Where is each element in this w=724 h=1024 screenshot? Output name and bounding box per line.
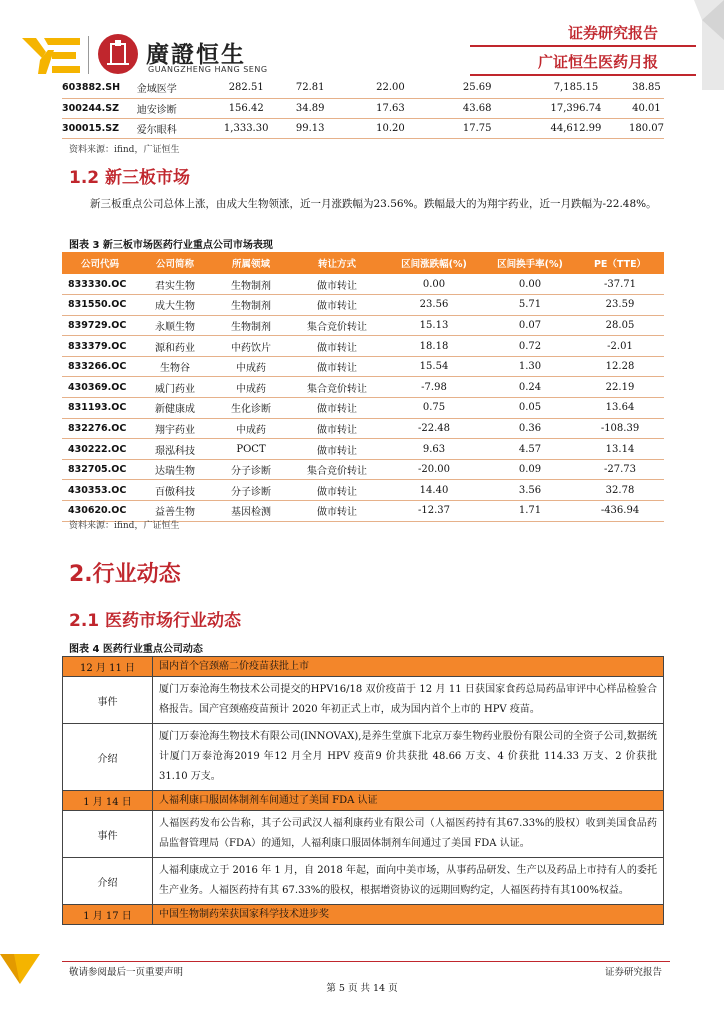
- page-number: 第 5 页 共 14 页: [326, 983, 398, 994]
- table-row: 833330.OC 君实生物 生物制剂 做市转让 0.00 0.00 -37.71: [62, 274, 664, 295]
- ye-logo-icon: [22, 38, 82, 74]
- table-row: 430369.OC 威门药业 中成药 集合竞价转让 -7.98 0.24 22.19: [62, 377, 664, 398]
- corner-decoration-icon: [694, 0, 724, 90]
- table-row: 832705.OC 达瑞生物 分子诊断 集合竞价转让 -20.00 0.09 -27.73: [62, 459, 664, 480]
- table-row: 839729.OC 永顺生物 生物制剂 集合竞价转让 15.13 0.07 28.05: [62, 315, 664, 336]
- footer-disclaimer: 敬请参阅最后一页重要声明: [69, 967, 184, 978]
- news-date-row: 1 月 14 日 人福利康口服固体制剂车间通过了美国 FDA 认证: [63, 791, 664, 811]
- news-event-row: 事件 厦门万泰沧海生物技术公司提交的HPV16/18 双价疫苗于 12 月 11 日获国家食药总局药品审评中心样品检验合格报告。国产宫颈癌疫苗预计 2020 年初正式上市，成为国内首个上市的 HPV 疫苗。: [63, 677, 664, 724]
- table-row: 833379.OC 源和药业 中药饮片 做市转让 18.18 0.72 -2.01: [62, 336, 664, 357]
- section-heading-1-2: 1.2 新三板市场: [69, 168, 191, 188]
- table-row: 833266.OC 生物谷 中成药 做市转让 15.54 1.30 12.28: [62, 356, 664, 377]
- table-company-news: [62, 656, 664, 925]
- gz-emblem-icon: [98, 34, 138, 74]
- table-header-row: 公司代码 公司简称 所属领域 转让方式 区间涨跌幅(%) 区间换手率(%) PE（TTE）: [62, 252, 664, 274]
- footer-report-type: 证券研究报告: [604, 967, 662, 978]
- news-date-row: 1 月 17 日 中国生物制药荣获国家科学技术进步奖: [63, 905, 664, 925]
- news-intro-row: 介绍 人福利康成立于 2016 年 1 月，自 2018 年起，面向中美市场，从事药品研发、生产以及药品上市持有人的委托生产业务。人福医药持有其 67.33%的股权，根据增资协议的远期回购约定，人福医药持有其100%权益。: [63, 858, 664, 905]
- table-row: 832276.OC 翔宇药业 中成药 做市转让 -22.48 0.36 -108.39: [62, 418, 664, 439]
- section-heading-2-1: 2.1 医药市场行业动态: [69, 611, 242, 631]
- news-date-row: 12 月 11 日 国内首个宫颈癌二价疫苗获批上市: [63, 657, 664, 677]
- table-top-continuation: [62, 78, 664, 139]
- news-intro-row: 介绍 厦门万泰沧海生物技术有限公司(INNOVAX),是养生堂旗下北京万泰生物药业股份有限公司的全资子公司,数据统计厦门万泰沧海2019 年12 月全月 HPV 疫苗9 价共获批 48.66 万支、4 价获批 114.33 万支、2 价获批 31.10 万支。: [63, 724, 664, 791]
- report-series-title: 广证恒生医药月报: [537, 53, 658, 71]
- table-row: 603882.SH 金域医学 282.51 72.81 22.00 25.69 7,185.15 38.85: [62, 78, 664, 98]
- page-header: [0, 0, 724, 82]
- report-type-title: 证券研究报告: [567, 24, 658, 42]
- header-rule-top: [470, 45, 696, 47]
- company-name-cn: 廣證恒生: [146, 42, 246, 68]
- figure-caption-4: 图表 4 医药行业重点公司动态: [69, 644, 203, 655]
- section-heading-2: 2.行业动态: [69, 562, 181, 587]
- source-note: 资料来源：ifind，广证恒生: [69, 145, 180, 155]
- figure-caption-3: 图表 3 新三板市场医药行业重点公司市场表现: [69, 240, 273, 251]
- footer-rule: [62, 961, 670, 962]
- table-row: 831550.OC 成大生物 生物制剂 做市转让 23.56 5.71 23.59: [62, 295, 664, 316]
- logo-divider: [88, 36, 89, 74]
- table-row: 831193.OC 新健康成 生化诊断 做市转让 0.75 0.05 13.64: [62, 398, 664, 419]
- table-row: 300015.SZ 爱尔眼科 1,333.30 99.13 10.20 17.75 44,612.99 180.07: [62, 118, 664, 138]
- table-row: 430222.OC 璟泓科技 POCT 做市转让 9.63 4.57 13.14: [62, 439, 664, 460]
- table-row: 300244.SZ 迪安诊断 156.42 34.89 17.63 43.68 17,396.74 40.01: [62, 98, 664, 118]
- table-row: 430620.OC 益善生物 基因检测 做市转让 -12.37 1.71 -436.94: [62, 501, 664, 522]
- table-neeq-performance: [62, 252, 664, 522]
- header-rule-bottom: [470, 74, 696, 76]
- table-row: 430353.OC 百傲科技 分子诊断 做市转让 14.40 3.56 32.78: [62, 480, 664, 501]
- company-name-en: GUANGZHENG HANG SENG: [148, 65, 268, 74]
- news-event-row: 事件 人福医药发布公告称，其子公司武汉人福利康药业有限公司（人福医药持有其67.33%的股权）收到美国食品药品监督管理局（FDA）的通知，人福利康口服固体制剂车间通过了美国 FDA 认证。: [63, 811, 664, 858]
- source-note: 资料来源：ifind，广证恒生: [69, 521, 180, 531]
- section-paragraph: 新三板重点公司总体上涨，由成大生物领涨，近一月涨跌幅为23.56%。跌幅最大的为翔宇药业，近一月跌幅为-22.48%。: [90, 198, 657, 210]
